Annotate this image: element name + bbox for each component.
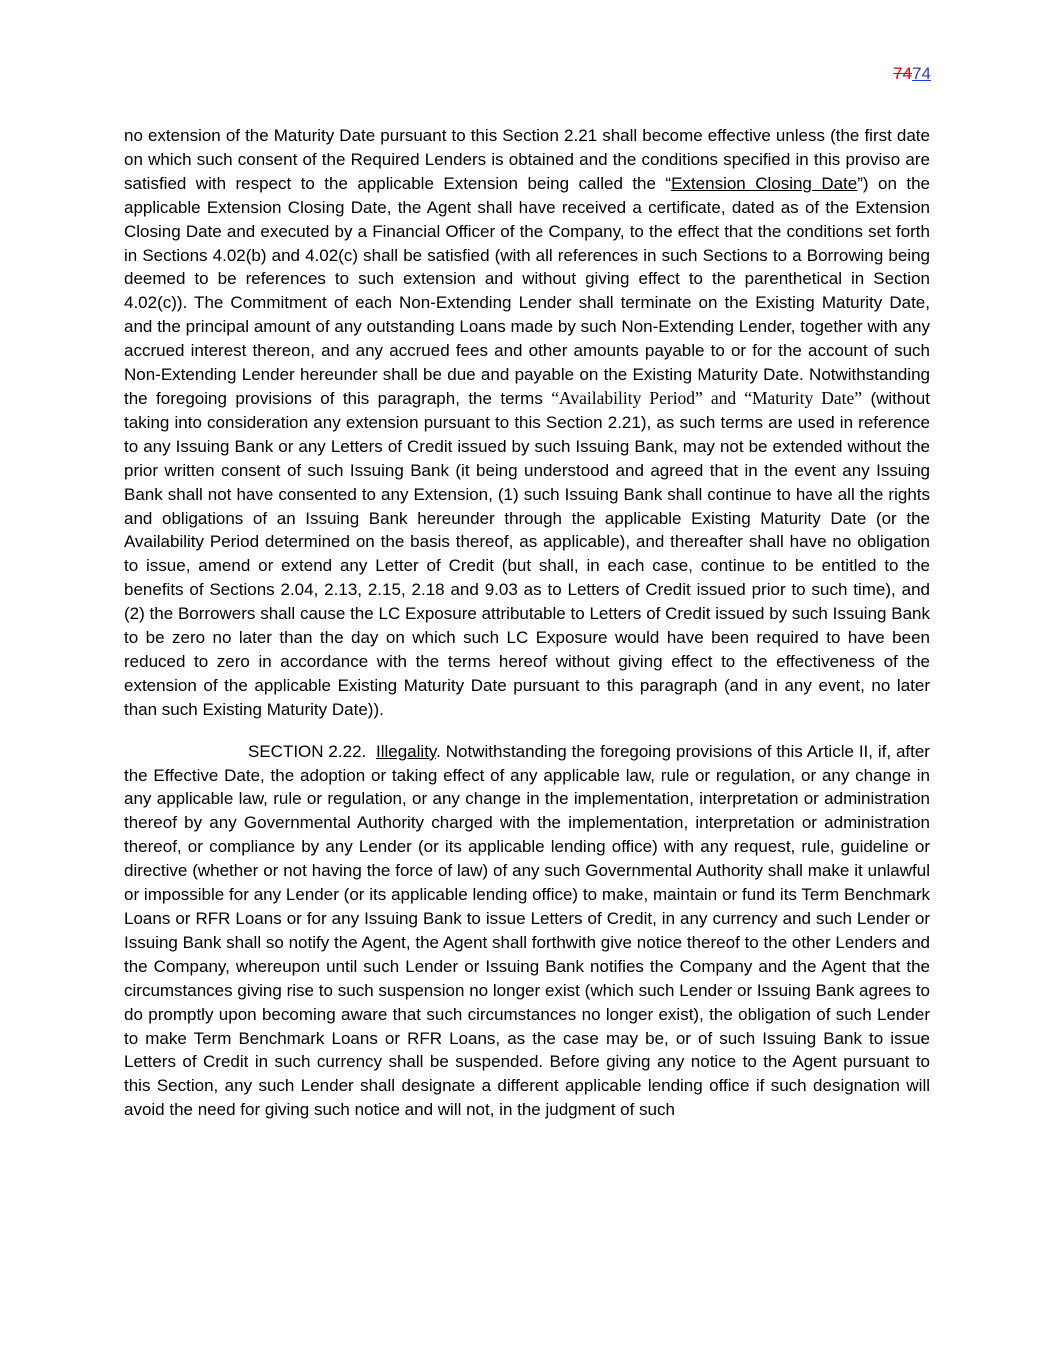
quote-mark: ” — [857, 173, 863, 193]
text-run: ) on the applicable Extension Closing Date, the Agent shall have received a certificate, dated as of the Extension Closing Date and executed by a Financial Officer of the Company, to the effect that the conditions set forth in Sections 4.02(b) and 4.02(c) shall be satisfied (with all references in such Sections to a Borrowing being deemed to be references to such extension and without giving effect to the parenthetical in Section 4.02(c)). The Commitment of each Non-Extending Lender shall terminate on the Existing Maturity Date, and the principal amount of any outstanding Loans made by such Non-Extending Lender, together with any accrued interest thereon, and any accrued fees and other amounts payable to or for the account of such Non-Extending Lender hereunder shall be due and payable on the Existing Maturity Date. Notwithstanding the foregoing provisions of this paragraph, the terms — [124, 173, 930, 408]
page-number-inserted: 74 — [912, 64, 931, 83]
page-number — [893, 64, 931, 84]
heading-period: . — [436, 741, 441, 761]
quoted-terms: “Availability Period” and “Maturity Date” — [551, 387, 863, 408]
section-label: SECTION 2.22. — [248, 741, 367, 761]
text-run: (without taking into consideration any extension pursuant to this Section 2.21), as such terms are used in reference to any Issuing Bank or any Letters of Credit issued by such Issuing Bank, may not be extended without the prior written consent of such Issuing Bank (it being understood and agreed that in the event any Issuing Bank shall not have consented to any Extension, (1) such Issuing Bank shall continue to have all the rights and obligations of an Issuing Bank hereunder through the applicable Existing Maturity Date (or the Availability Period determined on the basis thereof, as applicable), and thereafter shall have no obligation to issue, amend or extend any Letter of Credit (but shall, in each case, continue to be entitled to the benefits of Sections 2.04, 2.13, 2.15, 2.18 and 9.03 as to Letters of Credit issued prior to such time), and (2) the Borrowers shall cause the LC Exposure attributable to Letters of Credit issued by such Issuing Bank to be zero no later than the day on which such LC Exposure would have been required to have been reduced to zero in accordance with the terms hereof without giving effect to the effectiveness of the extension of the applicable Existing Maturity Date pursuant to this paragraph (and in any event, no later than such Existing Maturity Date)). — [124, 388, 930, 719]
document-body — [124, 124, 930, 1122]
defined-term-extension-closing-date: Extension Closing Date — [671, 173, 858, 193]
page-number-deleted: 74 — [893, 64, 913, 83]
continuation-paragraph — [124, 124, 930, 722]
section-separator — [366, 742, 376, 761]
section-2-22-paragraph — [124, 740, 930, 1123]
text-run: no extension of the Maturity Date pursuant to this Section 2.21 shall become effective unless (the first date on which such consent of the Required Lenders is obtained and the conditions specified in this proviso are satisfied with respect to the applicable Extension being called the — [124, 126, 930, 193]
quote-mark: “ — [665, 173, 672, 193]
section-text: Notwithstanding the foregoing provisions of this Article II, if, after the Effective Date, the adoption or taking effect of any applicable law, rule or regulation, or any change in any applicable law, rule or regulation, or any change in the implementation, interpretation or administration thereof by any Governmental Authority charged with the implementation, interpretation or administration thereof, or compliance by any Lender (or its applicable lending office) with any request, rule, guideline or directive (whether or not having the force of law) of any such Governmental Authority shall make it unlawful or impossible for any Lender (or its applicable lending office) to make, maintain or fund its Term Benchmark Loans or RFR Loans or for any Issuing Bank to issue Letters of Credit, in any currency and such Lender or Issuing Bank shall so notify the Agent, the Agent shall forthwith give notice thereof to the other Lenders and the Company, whereupon until such Lender or Issuing Bank notifies the Company and the Agent that the circumstances giving rise to such suspension no longer exist (which such Lender or Issuing Bank agrees to do promptly upon becoming aware that such circumstances no longer exist), the obligation of such Lender to make Term Benchmark Loans or RFR Loans, as the case may be, or of such Issuing Bank to issue Letters of Credit in such currency shall be suspended. Before giving any notice to the Agent pursuant to this Section, any such Lender shall designate a different applicable lending office if such designation will avoid the need for giving such notice and will not, in the judgment of such — [124, 741, 930, 1120]
section-heading-illegality: Illegality — [376, 741, 437, 761]
